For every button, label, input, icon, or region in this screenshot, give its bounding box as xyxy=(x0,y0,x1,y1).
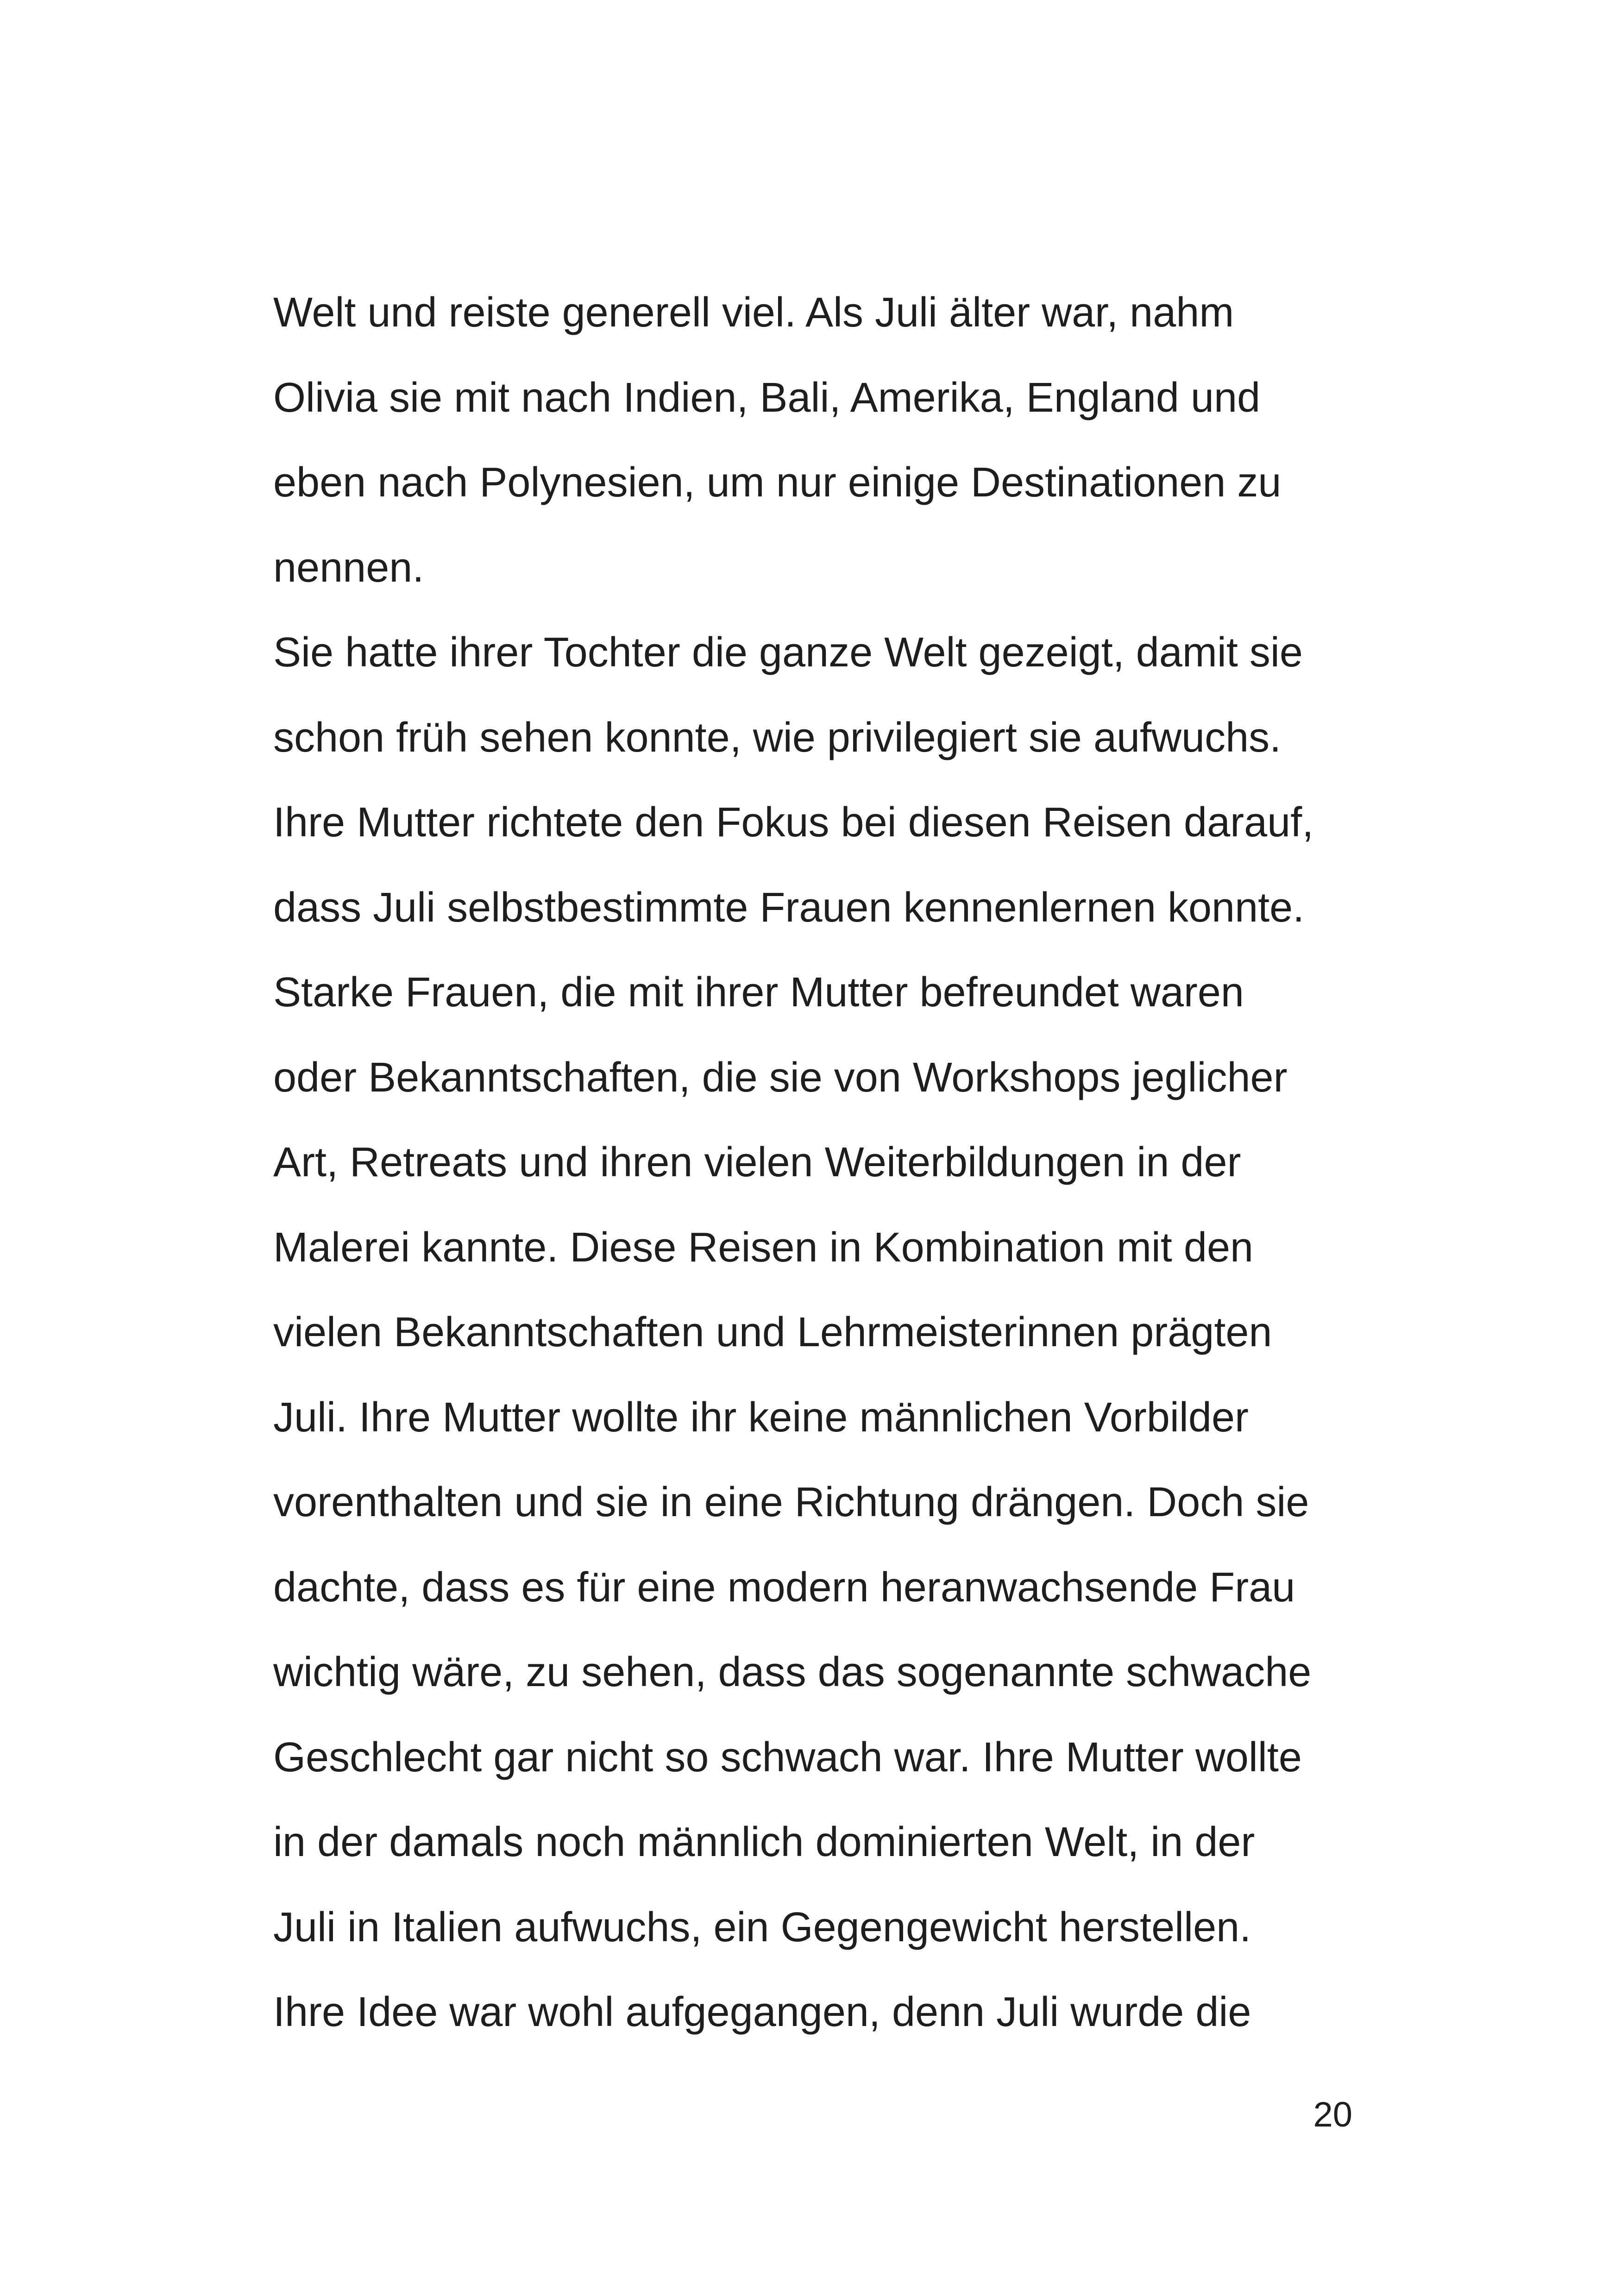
text-line: Geschlecht gar nicht so schwach war. Ihre Mutter wollte xyxy=(273,1734,1302,1781)
text-line: Juli. Ihre Mutter wollte ihr keine männlichen Vorbilder xyxy=(273,1394,1249,1441)
text-line: Sie hatte ihrer Tochter die ganze Welt gezeigt, damit sie xyxy=(273,629,1303,676)
text-line: nennen. xyxy=(273,544,424,591)
text-line: eben nach Polynesien, um nur einige Destinationen zu xyxy=(273,459,1282,506)
text-line: Ihre Mutter richtete den Fokus bei diesen Reisen darauf, xyxy=(273,799,1314,846)
text-line: Malerei kannte. Diese Reisen in Kombination mit den xyxy=(273,1224,1254,1271)
text-line: dachte, dass es für eine modern heranwachsende Frau xyxy=(273,1564,1295,1611)
text-line: Welt und reiste generell viel. Als Juli älter war, nahm xyxy=(273,289,1234,336)
text-line: oder Bekanntschaften, die sie von Workshops jeglicher xyxy=(273,1054,1288,1101)
body-text xyxy=(273,270,1385,2055)
text-line: Olivia sie mit nach Indien, Bali, Amerika, England und xyxy=(273,374,1261,421)
text-line: in der damals noch männlich dominierten Welt, in der xyxy=(273,1819,1255,1865)
text-line: Ihre Idee war wohl aufgegangen, denn Juli wurde die xyxy=(273,1989,1251,2035)
text-line: dass Juli selbstbestimmte Frauen kennenlernen konnte. xyxy=(273,884,1305,931)
text-line: wichtig wäre, zu sehen, dass das sogenannte schwache xyxy=(273,1649,1312,1695)
text-line: vorenthalten und sie in eine Richtung drängen. Doch sie xyxy=(273,1479,1309,1525)
text-line: vielen Bekanntschaften und Lehrmeisterinnen prägten xyxy=(273,1309,1272,1355)
text-line: schon früh sehen konnte, wie privilegiert sie aufwuchs. xyxy=(273,714,1282,761)
page-number: 20 xyxy=(1313,2095,1352,2134)
text-line: Starke Frauen, die mit ihrer Mutter befreundet waren xyxy=(273,969,1244,1016)
text-line: Art, Retreats und ihren vielen Weiterbildungen in der xyxy=(273,1139,1241,1186)
text-line: Juli in Italien aufwuchs, ein Gegengewicht herstellen. xyxy=(273,1904,1251,1951)
